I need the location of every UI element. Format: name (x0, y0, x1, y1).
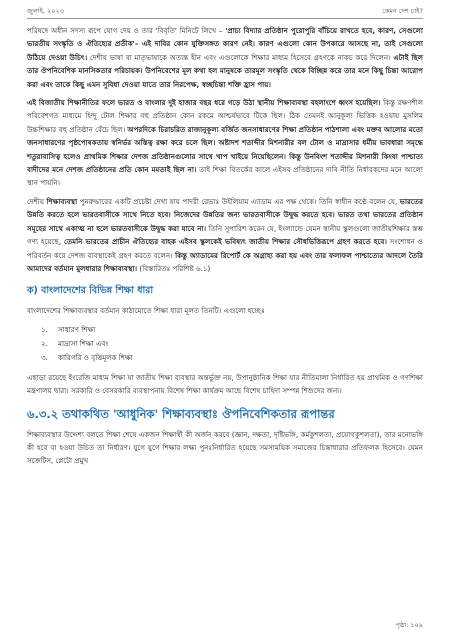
section-heading-6-3-2: ৬.৩.২ তথাকথিত 'আধুনিক' শিক্ষাব্যবস্থাঃ ঔপনিবেশিকতার রূপান্তর (27, 406, 335, 421)
p3-text-bold-2: শিক্ষাব্যবস্থা (46, 196, 78, 206)
list-item (41, 323, 423, 337)
p3-text-bold-8: কিন্তু অ্যাডামের রিপোর্ট কে অগ্রাহ্য করা হয় এবং তার ফলাফল পাশ্চাত্যের আদলে তৈরি আমাদের বর্তমান মুলধারার শিক্ষাব্যবস্থা। (27, 250, 423, 273)
p3-text-1: দেশীয় (27, 196, 47, 206)
p1-text-5: দেশীয় ভাষা বা মাতৃভাষাকে অত্যন্ত হীন এবং এগুলোকে শিক্ষার মাধ্যম হিসেবে গ্রহণকে নাকচ করে দিলেন। (87, 52, 394, 62)
paragraph-4: বাংলাদেশের শিক্ষাব্যবস্থার বর্তমান কাঠামোতে শিক্ষা ধারা মূলত তিনটি। এগুলো হচ্ছেঃ (27, 306, 265, 316)
list-item-number: ৩. (41, 352, 48, 362)
header-date: জুলাই, ২০২৩ (27, 7, 64, 15)
list-item-number: ২. (41, 338, 48, 348)
p3-text-7: সংশোধন ও পরিবর্তন করে দেশজ ব্যবস্থাকেই গ্রহণ করতে বলেন। (27, 237, 423, 260)
p3-text-5: তিনি সুপারিশ করেন যে, ইংল্যান্ডে যেমন স্থানীয় স্কুলগুলো জাতীয়শিক্ষার স্তম্ভ গণ্য হয়েছে, (27, 223, 424, 247)
p2-text-bold-3: অপরদিকে চিরাচরিত রাজানুকূল্য বর্জিত জনসাধারণের শিক্ষা প্রতিষ্ঠান পাঠশালা এবং মক্তব আলোর মতো জনসাধারণের পৃষ্ঠপোষকতায় স্বনির্ভর অস্তিত্ব রক্ষা করে চলে ছিল। অষ্টাদশ শতাব্দীর মিশনারীর বল টোল ও মাদ্রাসার ধর্মীয় ভাবধারা সমৃদ্ধে শতুরাবাসিত্ব হলেও প্রাথমিক শিক্ষার দেশজ প্রতিষ্ঠানগুলোর সাথে খাপ খাইয়ে নিয়েছিলেন। কিন্তু উনবিংশ শতাব্দীর মিশনারী কিংবা পাশ্চাত্য বাদীদের মনে দেশজ প্রতিষ্ঠানের প্রতি কোন মমতাই ছিল না। (27, 124, 423, 175)
page-number: পৃষ্ঠা: ১০৯ (395, 621, 423, 629)
p3-text-bold-6: তেমনি ভারতের প্রাচীন ঐতিহ্যের বাহক এইসব স্কুলকেই ভবিষ্যৎ জাতীয় শিক্ষার সৌধভিত্তিরূপে গ্রহণ করতে হবে। (63, 237, 387, 247)
list-item-number: ১. (41, 324, 48, 334)
p2-text-4: তাই শিক্ষা বিতর্কের কালে এইসব প্রতিষ্ঠানের দাবি নীতি নির্ধারকদের মনে আলো স্থান পায়নি। (27, 165, 423, 188)
list-item-label: সাধারণ শিক্ষা (58, 324, 96, 334)
p1-text-bold-2: – এই দাবির কোন যুক্তিসঙ্গত কারণ নেই। (134, 39, 259, 49)
p3-text-9: (বিস্তারিতঃ পরিশিষ্ট ৬.১) (137, 263, 211, 273)
subheading-education-streams: ক) বাংলাদেশের বিভিন্ন শিক্ষা ধারা (27, 285, 154, 297)
p1-text-1: পরিষদে অধীন সদস্য রূপে যোগ দেয় ও তার 'বিবৃতি' মিনিটে লিখে – (27, 26, 226, 35)
paragraph-1 (27, 24, 423, 91)
p1-text-bold-6: এটাই ছিল তার ঔপনিবেশিক মানসিকতার পরিচায়ক। উপনিবেশের মূল কথা হল মানুষকে তারমূল সংস্কৃতি থেকে বিচ্ছিন্ন করে তার মনে কিছু চিন্তা আরোপ করা এবং তাকে কিছু এমন সুবিধা দেওয়া যাতে তার নিরপেক্ষ, স্বচ্ছচিন্তা শক্তি হ্রাস পায়। (27, 52, 424, 89)
header-rule (27, 18, 423, 19)
p1-text-bold-3: কারণ এগুলো কোন উপকারে আসছে না, তাই সেগুলো উঠিয়ে দেওয়া উচিৎ। (27, 39, 423, 62)
paragraph-6: শিক্ষাব্যবস্থার উদ্দেশ্য বলতে শিক্ষা শেষে একজন শিক্ষার্থী কী অর্জন করবে (জ্ঞান, দক্ষতা, দৃষ্টিভঙ্গি, কর্মকুশলতা, প্রয়োগকুশলতা), তার মনোভঙ্গি কী হবে বা হওয়া উচিত তা নির্ধারণ। যুগে যুগে শিক্ষার লক্ষ্য পুনঃনির্ধারিত হয়েছে সমসাময়িক সমাজের চিন্তাধারার প্রতিফলক হিসেবে। যেমন সক্রেটিস, প্লেটো প্রমুখ (27, 429, 423, 466)
p2-text-2: কিন্তু রক্ষণশীল পরিবেশগত মাধ্যমে হিন্দু টোল শিক্ষার বহু প্রতিষ্ঠান কোন রকমে আশ্চর্যভাবে টিকে ছিল। ঠিক তেমনই আনুকূল্য ভিত্তিক হওয়ায় মুসলিম উচ্চশিক্ষার বহু প্রতিষ্ঠান বেঁচে ছিল। (27, 98, 424, 134)
p2-text-bold-1: এই বিজাতীয় শিক্ষানীতির ফলে ভারত ও বাংলার দুই হাজার বছর ধরে গড়ে উঠা স্থানীয় শিক্ষাব্যবস্থা বহলাংশে ধ্বংস হয়েছিল। (27, 98, 381, 108)
list-item-label: মাদ্রাসা শিক্ষা এবং (58, 338, 109, 348)
running-header (27, 6, 423, 17)
list-item (41, 351, 423, 365)
body-text (27, 24, 423, 473)
list-item-label: কারিগরি ও বৃত্তিমূলক শিক্ষা (58, 352, 133, 362)
list-item (41, 337, 423, 351)
header-book-title: কেমন দেশ চাই? (382, 7, 423, 15)
paragraph-2 (27, 96, 423, 190)
paragraph-3 (27, 195, 423, 275)
p3-text-bold-4: ভারতের উন্নতি করতে হলে ভারতবাসীকে সাথে নিতে হবে। নিজেদের উন্নতির জন্য ভারতবাসীকে উদ্বুদ্ধ করতে হবে। ভারত তথা ভারতের প্রতিষ্ঠান সমূহের সাথে একাত্ম না হলে ভারতবাসীকে উদ্বুদ্ধ করা যাবে না। (27, 196, 423, 233)
education-streams-list (27, 323, 423, 365)
p3-text-3: পুনরুদ্ধারের একটি প্রচেষ্টা দেখা যায় পাদরী রেভাঃ উইলিয়াম এ্যাডাম এর পক্ষ থেকে। তিনি স্বাধীন কণ্ঠে বলেন যে, (77, 196, 400, 206)
paragraph-5: এছাড়া রয়েছে ইংরেজি মাধ্যম শিক্ষা যা জাতীয় শিক্ষা ব্যবস্থার অন্তর্ভুক্ত নয়, উপানুষ্ঠানিক শিক্ষা যার নীতিমালা নির্ধারিত হয় প্রাথমিক ও গণশিক্ষা মন্ত্রণালয় দ্বারা। সরকারি ও বেসরকারি ব্যবস্থাপনায় বিশেষ শিক্ষা কার্যক্রম আছে বিশেষ চাহিদা সম্পন্ন শিশুদের জন্য। (27, 372, 423, 396)
p1-quote-bold: 'প্রাচ্য বিদ্যার প্রতিষ্ঠান পুরোপুরি বাঁচিয়ে রাখতে হবে, কারণ, সেগুলো ভারতীয় সংস্কৃতি ও ঐতিহ্যের প্রতীক' (27, 26, 423, 49)
